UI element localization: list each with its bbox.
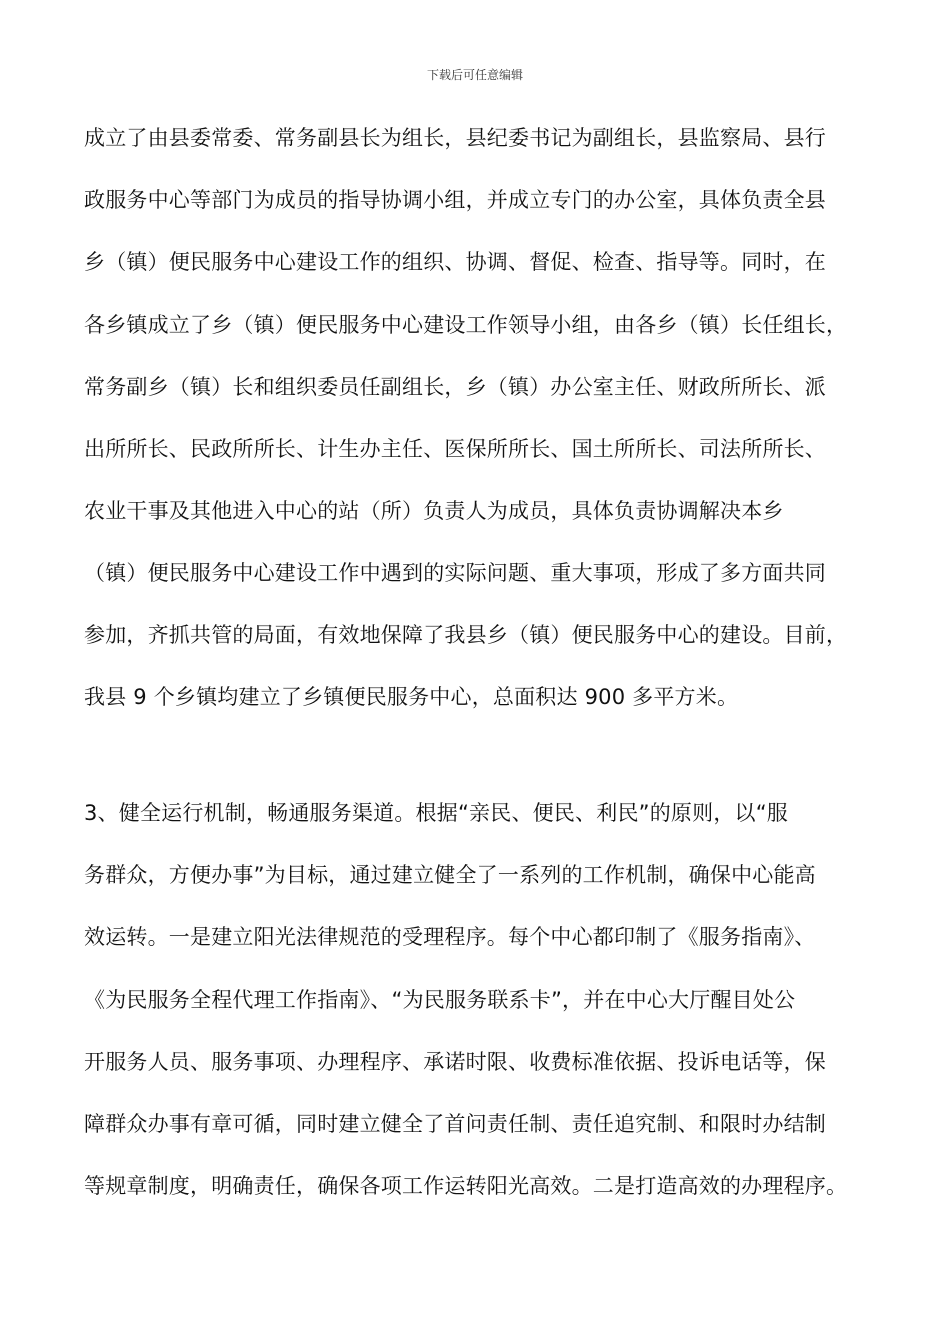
paragraph-2-line: 障群众办事有章可循，同时建立健全了首问责任制、责任追究制、和限时办结制 xyxy=(84,1112,826,1136)
paragraph-1-line: 我县 9 个乡镇均建立了乡镇便民服务中心，总面积达 900 多平方米。 xyxy=(84,685,739,709)
paragraph-2-line: 开服务人员、服务事项、办理程序、承诺时限、收费标准依据、投诉电话等，保 xyxy=(84,1050,826,1074)
paragraph-1-line: 各乡镇成立了乡（镇）便民服务中心建设工作领导小组，由各乡（镇）长任组长， xyxy=(84,313,848,337)
paragraph-2-line: 3、健全运行机制，畅通服务渠道。根据“亲民、便民、利民”的原则，以“服 xyxy=(84,801,788,825)
paragraph-2-line: 务群众，方便办事”为目标，通过建立健全了一系列的工作机制，确保中心能高 xyxy=(84,863,816,887)
paragraph-1-line: 参加，齐抓共管的局面，有效地保障了我县乡（镇）便民服务中心的建设。目前， xyxy=(84,623,848,647)
paragraph-1-line: 政服务中心等部门为成员的指导协调小组，并成立专门的办公室，具体负责全县 xyxy=(84,188,826,212)
paragraph-2-line: 《为民服务全程代理工作指南》、“为民服务联系卡”，并在中心大厅醒目处公 xyxy=(84,988,796,1012)
paragraph-1-line: 常务副乡（镇）长和组织委员任副组长，乡（镇）办公室主任、财政所所长、派 xyxy=(84,375,826,399)
paragraph-1-line: 成立了由县委常委、常务副县长为组长，县纪委书记为副组长，县监察局、县行 xyxy=(84,126,826,150)
paragraph-1-line: 出所所长、民政所所长、计生办主任、医保所所长、国土所所长、司法所所长、 xyxy=(84,437,826,461)
paragraph-2-line: 效运转。一是建立阳光法律规范的受理程序。每个中心都印制了《服务指南》、 xyxy=(84,925,816,949)
paragraph-1-line: 乡（镇）便民服务中心建设工作的组织、协调、督促、检查、指导等。同时，在 xyxy=(84,250,826,274)
paragraph-1-line: 农业干事及其他进入中心的站（所）负责人为成员，具体负责协调解决本乡 xyxy=(84,499,784,523)
paragraph-2-line: 等规章制度，明确责任，确保各项工作运转阳光高效。二是打造高效的办理程序。 xyxy=(84,1174,848,1198)
paragraph-1-line: （镇）便民服务中心建设工作中遇到的实际问题、重大事项，形成了多方面共同 xyxy=(84,561,826,585)
page-header: 下载后可任意编辑 xyxy=(426,68,523,82)
